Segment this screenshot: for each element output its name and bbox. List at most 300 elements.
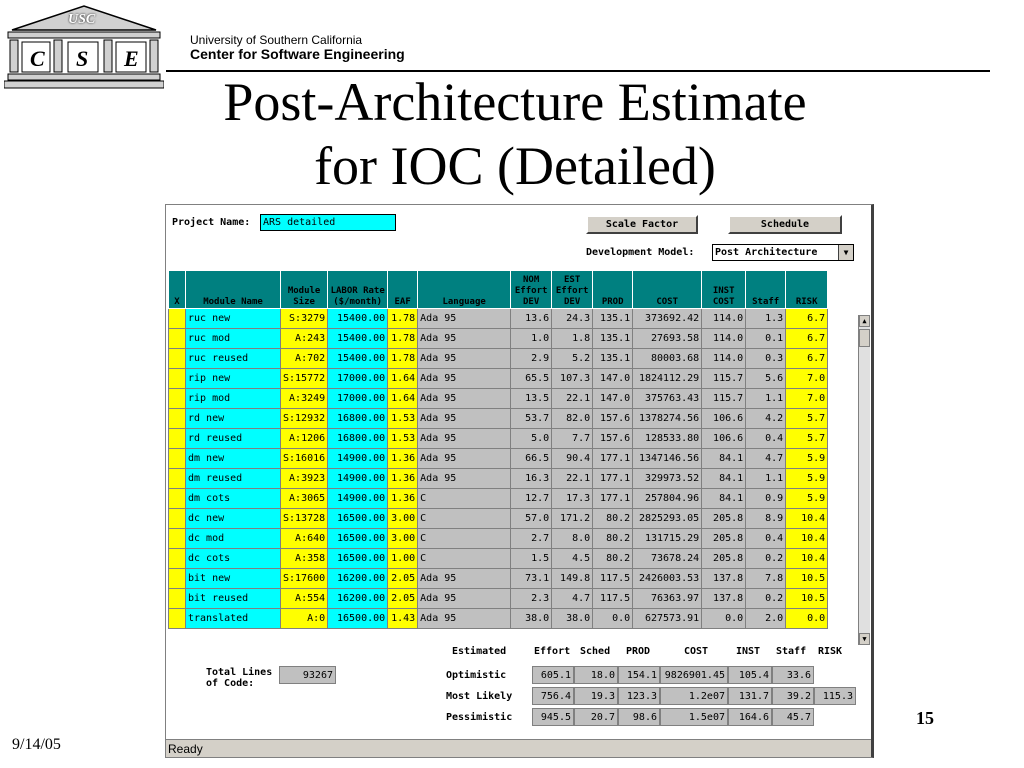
cell-language[interactable]: Ada 95 bbox=[418, 589, 511, 609]
cell-labor-rate[interactable]: 16800.00 bbox=[328, 429, 388, 449]
table-row[interactable] bbox=[169, 449, 828, 469]
cell-est-effort: 5.2 bbox=[552, 349, 593, 369]
cell-eaf[interactable]: 2.05 bbox=[388, 569, 418, 589]
cell-risk: 5.7 bbox=[786, 409, 828, 429]
cell-eaf[interactable]: 1.78 bbox=[388, 329, 418, 349]
table-header-row bbox=[169, 271, 828, 309]
cell-cost: 1378274.56 bbox=[633, 409, 702, 429]
cell-risk: 6.7 bbox=[786, 349, 828, 369]
logo-usc-text: USC bbox=[68, 12, 96, 27]
cell-inst-cost: 84.1 bbox=[702, 449, 746, 469]
cell-staff: 7.8 bbox=[746, 569, 786, 589]
cell-module-size[interactable]: A:702 bbox=[281, 349, 328, 369]
cell-labor-rate[interactable]: 17000.00 bbox=[328, 389, 388, 409]
cell-inst-cost: 115.7 bbox=[702, 389, 746, 409]
cell-language[interactable]: C bbox=[418, 549, 511, 569]
cell-labor-rate[interactable]: 16200.00 bbox=[328, 569, 388, 589]
logo-letter-c: C bbox=[30, 46, 45, 71]
cell-module-size[interactable]: A:640 bbox=[281, 529, 328, 549]
cell-labor-rate[interactable]: 14900.00 bbox=[328, 469, 388, 489]
cell-language[interactable]: Ada 95 bbox=[418, 409, 511, 429]
cell-x bbox=[169, 349, 186, 369]
cell-est-effort: 7.7 bbox=[552, 429, 593, 449]
sum-header-prod: PROD bbox=[626, 646, 651, 657]
summary-cell-sched: 20.7 bbox=[574, 708, 618, 726]
cell-prod: 177.1 bbox=[593, 489, 633, 509]
center-name: Center for Software Engineering bbox=[190, 46, 405, 62]
cell-nom-effort: 65.5 bbox=[511, 369, 552, 389]
cell-module-name[interactable]: ruc mod bbox=[186, 329, 281, 349]
summary-row-label: Optimistic bbox=[446, 670, 507, 681]
col-header-cost: COST bbox=[633, 271, 702, 309]
cell-nom-effort: 1.5 bbox=[511, 549, 552, 569]
cell-cost: 329973.52 bbox=[633, 469, 702, 489]
cell-est-effort: 8.0 bbox=[552, 529, 593, 549]
col-header-inst-cost: INST COST bbox=[702, 271, 746, 309]
cell-prod: 135.1 bbox=[593, 349, 633, 369]
cell-cost: 373692.42 bbox=[633, 309, 702, 329]
summary-cell-cost: 1.2e07 bbox=[660, 687, 728, 705]
total-lines-label: Total Lines bbox=[206, 667, 273, 678]
cell-module-name[interactable]: dm new bbox=[186, 449, 281, 469]
cell-labor-rate[interactable]: 15400.00 bbox=[328, 309, 388, 329]
sum-header-cost: COST bbox=[684, 646, 709, 657]
cell-risk: 7.0 bbox=[786, 369, 828, 389]
cell-x bbox=[169, 409, 186, 429]
cell-eaf[interactable]: 1.43 bbox=[388, 609, 418, 629]
cell-x bbox=[169, 329, 186, 349]
cell-eaf[interactable]: 1.36 bbox=[388, 449, 418, 469]
dev-model-value: Post Architecture bbox=[715, 247, 818, 258]
slide-title bbox=[150, 70, 880, 198]
col-header-risk: RISK bbox=[786, 271, 828, 309]
cell-risk: 10.5 bbox=[786, 569, 828, 589]
summary-cell-effort: 756.4 bbox=[532, 687, 574, 705]
cell-staff: 1.3 bbox=[746, 309, 786, 329]
sum-header-risk: RISK bbox=[818, 646, 843, 657]
cell-nom-effort: 13.6 bbox=[511, 309, 552, 329]
cell-risk: 7.0 bbox=[786, 389, 828, 409]
table-row[interactable] bbox=[169, 529, 828, 549]
cell-labor-rate[interactable]: 16500.00 bbox=[328, 549, 388, 569]
table-row[interactable] bbox=[169, 549, 828, 569]
cell-nom-effort: 2.7 bbox=[511, 529, 552, 549]
cell-inst-cost: 106.6 bbox=[702, 429, 746, 449]
cell-staff: 0.1 bbox=[746, 329, 786, 349]
summary-cell-prod: 123.3 bbox=[618, 687, 660, 705]
cell-inst-cost: 84.1 bbox=[702, 489, 746, 509]
cell-module-name[interactable]: ruc reused bbox=[186, 349, 281, 369]
cell-eaf[interactable]: 1.53 bbox=[388, 429, 418, 449]
cell-prod: 147.0 bbox=[593, 369, 633, 389]
cell-est-effort: 22.1 bbox=[552, 389, 593, 409]
cell-labor-rate[interactable]: 14900.00 bbox=[328, 489, 388, 509]
cse-logo bbox=[4, 4, 164, 90]
table-row[interactable] bbox=[169, 389, 828, 409]
cell-module-name[interactable]: rip mod bbox=[186, 389, 281, 409]
cell-x bbox=[169, 489, 186, 509]
summary-cell-sched: 18.0 bbox=[574, 666, 618, 684]
cell-x bbox=[169, 589, 186, 609]
cell-nom-effort: 5.0 bbox=[511, 429, 552, 449]
cell-x bbox=[169, 609, 186, 629]
cell-x bbox=[169, 309, 186, 329]
cell-language[interactable]: Ada 95 bbox=[418, 349, 511, 369]
summary-cell-prod: 154.1 bbox=[618, 666, 660, 684]
cell-staff: 0.4 bbox=[746, 429, 786, 449]
summary-cell-inst: 131.7 bbox=[728, 687, 772, 705]
cell-x bbox=[169, 429, 186, 449]
cell-labor-rate[interactable]: 17000.00 bbox=[328, 369, 388, 389]
summary-cell-effort: 945.5 bbox=[532, 708, 574, 726]
logo-letter-e: E bbox=[124, 46, 139, 71]
dev-model-label: Development Model: bbox=[586, 247, 695, 258]
col-header-module-name: Module Name bbox=[186, 271, 281, 309]
cell-cost: 375763.43 bbox=[633, 389, 702, 409]
cell-x bbox=[169, 529, 186, 549]
cell-module-name[interactable]: bit new bbox=[186, 569, 281, 589]
cell-risk: 0.0 bbox=[786, 609, 828, 629]
cell-prod: 147.0 bbox=[593, 389, 633, 409]
summary-row-label: Pessimistic bbox=[446, 712, 513, 723]
table-row[interactable] bbox=[169, 489, 828, 509]
cell-staff: 2.0 bbox=[746, 609, 786, 629]
cell-staff: 8.9 bbox=[746, 509, 786, 529]
cell-module-size[interactable]: S:17600 bbox=[281, 569, 328, 589]
cell-module-size[interactable]: S:15772 bbox=[281, 369, 328, 389]
cell-prod: 80.2 bbox=[593, 509, 633, 529]
cell-inst-cost: 115.7 bbox=[702, 369, 746, 389]
table-row[interactable] bbox=[169, 569, 828, 589]
cell-labor-rate[interactable]: 16500.00 bbox=[328, 509, 388, 529]
table-row[interactable] bbox=[169, 349, 828, 369]
project-name-input[interactable]: ARS detailed bbox=[260, 214, 396, 231]
cell-labor-rate[interactable]: 16500.00 bbox=[328, 529, 388, 549]
cell-eaf[interactable]: 1.64 bbox=[388, 389, 418, 409]
cell-language[interactable]: C bbox=[418, 529, 511, 549]
cell-eaf[interactable]: 1.64 bbox=[388, 369, 418, 389]
summary-cell-cost: 1.5e07 bbox=[660, 708, 728, 726]
cell-nom-effort: 53.7 bbox=[511, 409, 552, 429]
cell-risk: 6.7 bbox=[786, 329, 828, 349]
sum-header-sched: Sched bbox=[580, 646, 611, 657]
cell-risk: 5.9 bbox=[786, 449, 828, 469]
cell-labor-rate[interactable]: 14900.00 bbox=[328, 449, 388, 469]
cell-module-size[interactable]: A:3249 bbox=[281, 389, 328, 409]
cell-cost: 257804.96 bbox=[633, 489, 702, 509]
cell-eaf[interactable]: 2.05 bbox=[388, 589, 418, 609]
cell-staff: 0.9 bbox=[746, 489, 786, 509]
cell-inst-cost: 205.8 bbox=[702, 509, 746, 529]
cell-x bbox=[169, 569, 186, 589]
cell-cost: 131715.29 bbox=[633, 529, 702, 549]
cell-cost: 1824112.29 bbox=[633, 369, 702, 389]
cell-module-size[interactable]: A:0 bbox=[281, 609, 328, 629]
cell-risk: 5.9 bbox=[786, 489, 828, 509]
cell-staff: 1.1 bbox=[746, 389, 786, 409]
cell-cost: 128533.80 bbox=[633, 429, 702, 449]
cell-module-size[interactable]: A:243 bbox=[281, 329, 328, 349]
cell-x bbox=[169, 549, 186, 569]
cell-language[interactable]: Ada 95 bbox=[418, 309, 511, 329]
cell-nom-effort: 16.3 bbox=[511, 469, 552, 489]
table-row[interactable] bbox=[169, 589, 828, 609]
table-row[interactable] bbox=[169, 509, 828, 529]
summary-cell-risk bbox=[814, 708, 856, 726]
col-header-x: X bbox=[169, 271, 186, 309]
cell-nom-effort: 73.1 bbox=[511, 569, 552, 589]
summary-cell-risk bbox=[814, 666, 856, 684]
summary-cell-prod: 98.6 bbox=[618, 708, 660, 726]
cell-est-effort: 1.8 bbox=[552, 329, 593, 349]
cell-prod: 135.1 bbox=[593, 329, 633, 349]
sum-header-inst: INST bbox=[736, 646, 761, 657]
cell-prod: 177.1 bbox=[593, 449, 633, 469]
col-header-est-effort: EST Effort DEV bbox=[552, 271, 593, 309]
cell-inst-cost: 106.6 bbox=[702, 409, 746, 429]
cell-module-name[interactable]: dc mod bbox=[186, 529, 281, 549]
cell-risk: 6.7 bbox=[786, 309, 828, 329]
cell-est-effort: 90.4 bbox=[552, 449, 593, 469]
cell-nom-effort: 66.5 bbox=[511, 449, 552, 469]
col-header-module-size: Module Size bbox=[281, 271, 328, 309]
col-header-labor-rate: LABOR Rate ($/month) bbox=[328, 271, 388, 309]
cell-nom-effort: 12.7 bbox=[511, 489, 552, 509]
table-row[interactable] bbox=[169, 609, 828, 629]
cell-prod: 157.6 bbox=[593, 409, 633, 429]
cell-nom-effort: 2.3 bbox=[511, 589, 552, 609]
cell-module-name[interactable]: dc cots bbox=[186, 549, 281, 569]
scale-factor-button[interactable]: Scale Factor bbox=[586, 215, 698, 234]
sum-header-effort: Effort bbox=[534, 646, 571, 657]
cell-module-size[interactable]: A:358 bbox=[281, 549, 328, 569]
cell-module-size[interactable]: S:13728 bbox=[281, 509, 328, 529]
cell-staff: 0.4 bbox=[746, 529, 786, 549]
cell-inst-cost: 205.8 bbox=[702, 529, 746, 549]
col-header-nom-effort: NOM Effort DEV bbox=[511, 271, 552, 309]
cell-cost: 627573.91 bbox=[633, 609, 702, 629]
table-scrollbar[interactable] bbox=[858, 315, 870, 645]
scroll-down-icon[interactable]: ▼ bbox=[859, 633, 870, 645]
cell-risk: 5.7 bbox=[786, 429, 828, 449]
summary-cell-staff: 45.7 bbox=[772, 708, 814, 726]
status-bar bbox=[166, 739, 872, 757]
cell-risk: 10.5 bbox=[786, 589, 828, 609]
cell-staff: 0.2 bbox=[746, 589, 786, 609]
cell-eaf[interactable]: 1.78 bbox=[388, 349, 418, 369]
cell-est-effort: 17.3 bbox=[552, 489, 593, 509]
cell-inst-cost: 114.0 bbox=[702, 309, 746, 329]
cell-module-name[interactable]: rd new bbox=[186, 409, 281, 429]
scroll-thumb[interactable] bbox=[859, 329, 870, 347]
col-header-language: Language bbox=[418, 271, 511, 309]
cell-module-size[interactable]: S:16016 bbox=[281, 449, 328, 469]
summary-row-label: Most Likely bbox=[446, 691, 513, 702]
cell-inst-cost: 84.1 bbox=[702, 469, 746, 489]
col-header-staff: Staff bbox=[746, 271, 786, 309]
status-text: Ready bbox=[168, 742, 203, 756]
summary-cell-effort: 605.1 bbox=[532, 666, 574, 684]
logo-letter-s: S bbox=[76, 46, 89, 71]
cell-module-size[interactable]: A:3065 bbox=[281, 489, 328, 509]
cell-nom-effort: 13.5 bbox=[511, 389, 552, 409]
cell-eaf[interactable]: 3.00 bbox=[388, 509, 418, 529]
cell-module-name[interactable]: dm reused bbox=[186, 469, 281, 489]
cell-labor-rate[interactable]: 15400.00 bbox=[328, 329, 388, 349]
cell-staff: 4.7 bbox=[746, 449, 786, 469]
cell-eaf[interactable]: 1.36 bbox=[388, 489, 418, 509]
cell-staff: 0.3 bbox=[746, 349, 786, 369]
cell-est-effort: 149.8 bbox=[552, 569, 593, 589]
col-header-prod: PROD bbox=[593, 271, 633, 309]
slide-title-line2: for IOC (Detailed) bbox=[314, 136, 716, 196]
table-row[interactable] bbox=[169, 469, 828, 489]
dev-model-select[interactable] bbox=[712, 244, 854, 261]
cell-risk: 10.4 bbox=[786, 509, 828, 529]
cell-prod: 80.2 bbox=[593, 549, 633, 569]
cell-language[interactable]: Ada 95 bbox=[418, 569, 511, 589]
cell-language[interactable]: Ada 95 bbox=[418, 469, 511, 489]
cell-language[interactable]: Ada 95 bbox=[418, 329, 511, 349]
summary-cell-staff: 39.2 bbox=[772, 687, 814, 705]
cell-nom-effort: 2.9 bbox=[511, 349, 552, 369]
col-header-eaf: EAF bbox=[388, 271, 418, 309]
cell-risk: 5.9 bbox=[786, 469, 828, 489]
cell-x bbox=[169, 509, 186, 529]
cell-est-effort: 4.7 bbox=[552, 589, 593, 609]
cell-prod: 157.6 bbox=[593, 429, 633, 449]
cell-labor-rate[interactable]: 16500.00 bbox=[328, 609, 388, 629]
cell-est-effort: 171.2 bbox=[552, 509, 593, 529]
cell-prod: 117.5 bbox=[593, 589, 633, 609]
scroll-up-icon[interactable]: ▲ bbox=[859, 315, 870, 327]
cell-eaf[interactable]: 1.53 bbox=[388, 409, 418, 429]
cell-eaf[interactable]: 1.78 bbox=[388, 309, 418, 329]
cell-cost: 27693.58 bbox=[633, 329, 702, 349]
table-row[interactable] bbox=[169, 329, 828, 349]
table-row[interactable] bbox=[169, 369, 828, 389]
cell-eaf[interactable]: 1.00 bbox=[388, 549, 418, 569]
cell-cost: 76363.97 bbox=[633, 589, 702, 609]
summary-cell-staff: 33.6 bbox=[772, 666, 814, 684]
cell-eaf[interactable]: 3.00 bbox=[388, 529, 418, 549]
cell-staff: 0.2 bbox=[746, 549, 786, 569]
cell-nom-effort: 57.0 bbox=[511, 509, 552, 529]
table-row[interactable] bbox=[169, 429, 828, 449]
chevron-down-icon[interactable]: ▼ bbox=[838, 245, 853, 260]
cell-cost: 73678.24 bbox=[633, 549, 702, 569]
cell-inst-cost: 137.8 bbox=[702, 589, 746, 609]
cell-cost: 2825293.05 bbox=[633, 509, 702, 529]
cell-module-size[interactable]: S:12932 bbox=[281, 409, 328, 429]
cell-cost: 1347146.56 bbox=[633, 449, 702, 469]
cell-module-name[interactable]: translated bbox=[186, 609, 281, 629]
cell-inst-cost: 114.0 bbox=[702, 329, 746, 349]
summary-cell-risk: 115.3 bbox=[814, 687, 856, 705]
cell-x bbox=[169, 369, 186, 389]
cell-est-effort: 22.1 bbox=[552, 469, 593, 489]
cell-est-effort: 4.5 bbox=[552, 549, 593, 569]
cell-labor-rate[interactable]: 15400.00 bbox=[328, 349, 388, 369]
cell-language[interactable]: C bbox=[418, 509, 511, 529]
cell-module-size[interactable]: A:3923 bbox=[281, 469, 328, 489]
cell-nom-effort: 38.0 bbox=[511, 609, 552, 629]
cell-module-name[interactable]: dm cots bbox=[186, 489, 281, 509]
cell-module-name[interactable]: rd reused bbox=[186, 429, 281, 449]
project-name-label: Project Name: bbox=[172, 217, 251, 228]
cell-module-name[interactable]: ruc new bbox=[186, 309, 281, 329]
cell-est-effort: 38.0 bbox=[552, 609, 593, 629]
cell-labor-rate[interactable]: 16200.00 bbox=[328, 589, 388, 609]
cell-nom-effort: 1.0 bbox=[511, 329, 552, 349]
cell-risk: 10.4 bbox=[786, 529, 828, 549]
cell-inst-cost: 0.0 bbox=[702, 609, 746, 629]
summary-cell-cost: 9826901.45 bbox=[660, 666, 728, 684]
slide-date: 9/14/05 bbox=[12, 736, 61, 753]
cell-eaf[interactable]: 1.36 bbox=[388, 469, 418, 489]
page-number: 15 bbox=[916, 708, 934, 728]
cell-module-name[interactable]: dc new bbox=[186, 509, 281, 529]
cell-inst-cost: 137.8 bbox=[702, 569, 746, 589]
summary-cell-sched: 19.3 bbox=[574, 687, 618, 705]
cell-x bbox=[169, 469, 186, 489]
cell-language[interactable]: Ada 95 bbox=[418, 429, 511, 449]
cell-prod: 135.1 bbox=[593, 309, 633, 329]
table-row[interactable] bbox=[169, 309, 828, 329]
cell-cost: 80003.68 bbox=[633, 349, 702, 369]
cell-staff: 1.1 bbox=[746, 469, 786, 489]
schedule-button[interactable]: Schedule bbox=[728, 215, 842, 234]
cell-cost: 2426003.53 bbox=[633, 569, 702, 589]
cell-module-size[interactable]: A:1206 bbox=[281, 429, 328, 449]
cell-language[interactable]: C bbox=[418, 489, 511, 509]
total-lines-value: 93267 bbox=[279, 666, 336, 684]
cell-prod: 80.2 bbox=[593, 529, 633, 549]
cell-est-effort: 82.0 bbox=[552, 409, 593, 429]
estimated-label: Estimated bbox=[452, 646, 507, 657]
cell-est-effort: 24.3 bbox=[552, 309, 593, 329]
cell-language[interactable]: Ada 95 bbox=[418, 609, 511, 629]
cell-staff: 4.2 bbox=[746, 409, 786, 429]
cocomo-window bbox=[165, 204, 874, 758]
cell-module-size[interactable]: A:554 bbox=[281, 589, 328, 609]
cell-inst-cost: 205.8 bbox=[702, 549, 746, 569]
cell-prod: 0.0 bbox=[593, 609, 633, 629]
cell-module-name[interactable]: rip new bbox=[186, 369, 281, 389]
cell-module-size[interactable]: S:3279 bbox=[281, 309, 328, 329]
cell-language[interactable]: Ada 95 bbox=[418, 369, 511, 389]
cell-labor-rate[interactable]: 16800.00 bbox=[328, 409, 388, 429]
cell-x bbox=[169, 389, 186, 409]
summary-cell-inst: 164.6 bbox=[728, 708, 772, 726]
cell-x bbox=[169, 449, 186, 469]
cell-risk: 10.4 bbox=[786, 549, 828, 569]
university-name: University of Southern California bbox=[190, 33, 363, 47]
cell-language[interactable]: Ada 95 bbox=[418, 389, 511, 409]
module-table bbox=[168, 270, 828, 629]
summary-cell-inst: 105.4 bbox=[728, 666, 772, 684]
cell-est-effort: 107.3 bbox=[552, 369, 593, 389]
cell-prod: 177.1 bbox=[593, 469, 633, 489]
cell-module-name[interactable]: bit reused bbox=[186, 589, 281, 609]
slide-title-line1: Post-Architecture Estimate bbox=[223, 72, 807, 132]
cell-language[interactable]: Ada 95 bbox=[418, 449, 511, 469]
cell-inst-cost: 114.0 bbox=[702, 349, 746, 369]
sum-header-staff: Staff bbox=[776, 646, 807, 657]
cell-prod: 117.5 bbox=[593, 569, 633, 589]
cell-staff: 5.6 bbox=[746, 369, 786, 389]
table-row[interactable] bbox=[169, 409, 828, 429]
